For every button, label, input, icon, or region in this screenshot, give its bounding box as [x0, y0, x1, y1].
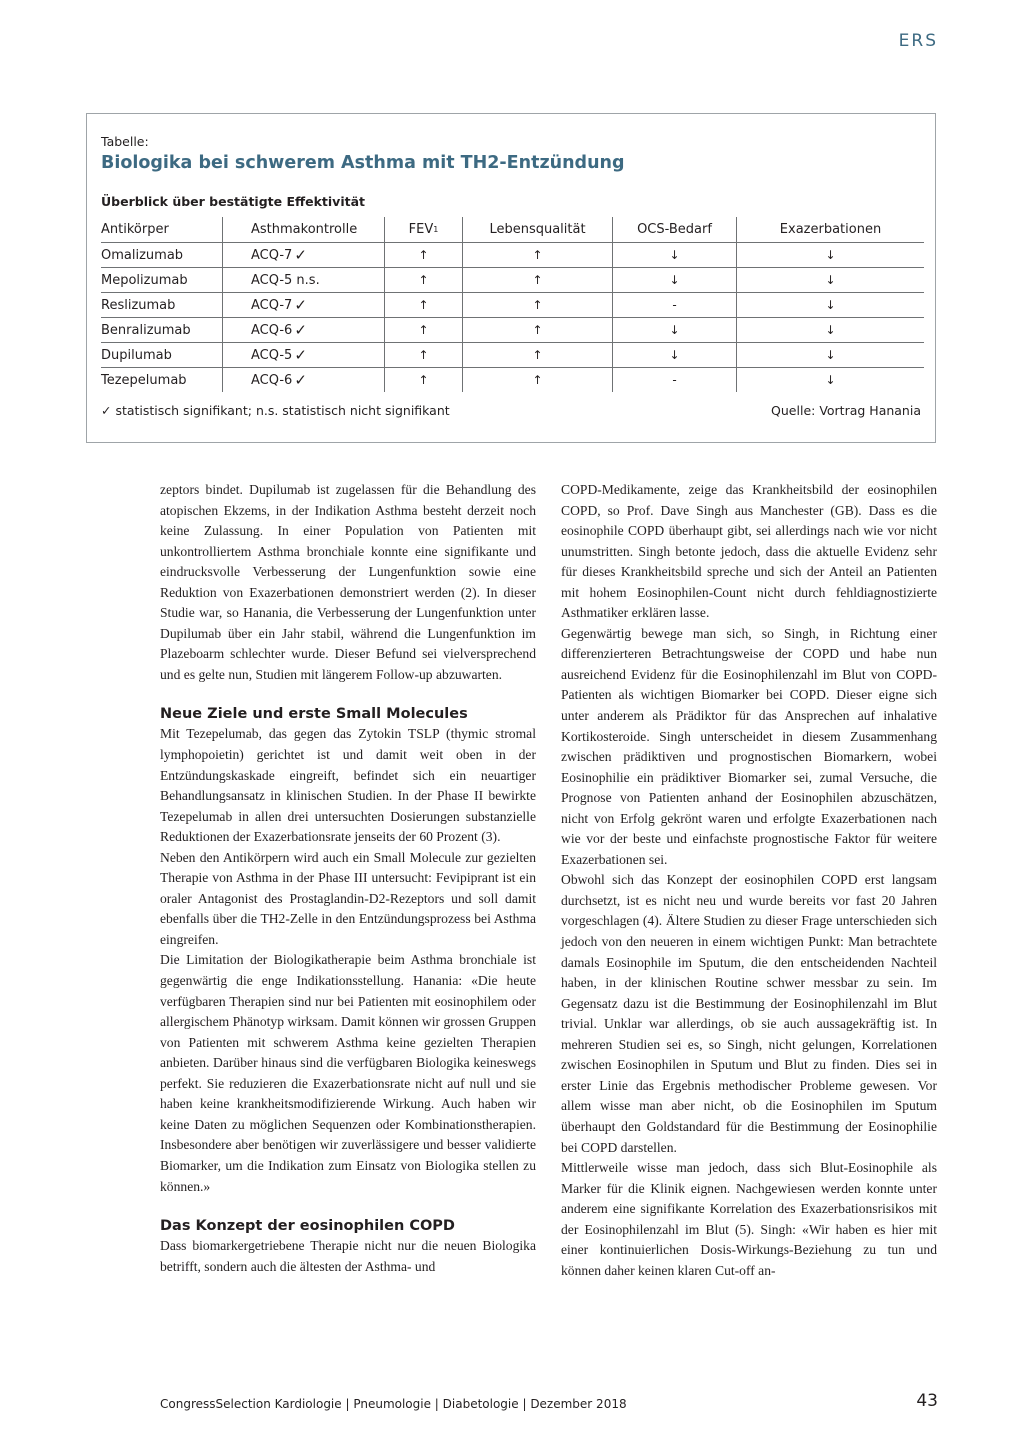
significance-check-icon: ✓ — [294, 346, 307, 364]
drug-cell: Mepolizumab — [101, 272, 188, 288]
column-header: FEV 1 — [384, 217, 462, 242]
drug-cell: Tezepelumab — [101, 372, 187, 388]
ocs-cell: ↓ — [612, 243, 736, 267]
qol-cell: ↑ — [462, 368, 612, 392]
control-cell: ACQ-6 ✓ — [222, 368, 384, 392]
paragraph: Die Limitation der Biologikatherapie beim Asthma bronchiale ist gegenwärtig die enge Indikationsstellung. Hanania: «Die heute verfügbaren Therapien sind nur bei Patienten mit eosinophilem oder allergischem Phänotyp wirksam. Damit können wir grossen Gruppen von Patienten mit schwerem Asthma keine gezielten Therapien anbieten. Darüber hinaus sind die verfügbaren Biologika keineswegs perfekt. Sie reduzieren die Exazerbationsrate nicht auf null und sie haben keine krankheitsmodifizierende Wirkung. Auch haben wir keine Daten zu möglichen Sequenzen oder Kombinationstherapien. Insbesondere aber benötigen wir zuverlässigere und besser validierte Biomarker, um die Indikation zum Einsatz von Biologika stellen zu können.» — [160, 952, 536, 1194]
table-label: Tabelle: — [101, 134, 149, 149]
paragraph: Obwohl sich das Konzept der eosinophilen COPD erst langsam durchsetzt, ist es nicht neu und wurde bereits vor fast 20 Jahren vorgeschlagen (4). Ältere Studien zu dieser Frage unterschieden sich jedoch von den neueren in einem wichtigen Punkt: Man betrachtete damals Eosinophile im Sputum, die den entscheidenden Nachteil haben, in der klinischen Routine schwer messbar zu sein. Im Gegensatz dazu ist die Bestimmung der Eosinophilenzahl im Blut trivial. Unklar war allerdings, ob sie auch aussagekräftig ist. In mehreren Studien sei es, so Singh, nicht gelungen, Korrelationen zwischen Eosinophilen in Sputum und Blut zu finden. Dies sei in erster Linie das Ergebnis methodischer Probleme gewesen. Vor allem wisse man aber nicht, ob die Eosinophilen im Sputum überhaupt den Goldstandard für die Bestimmung der Eosinophilie bei COPD darstellen. — [561, 872, 937, 1155]
exacerbation-cell: ↓ — [736, 268, 924, 292]
table-box — [86, 113, 936, 443]
paragraph: Dass biomarkergetriebene Therapie nicht nur die neuen Biologika betrifft, sondern auch die ältesten der Asthma- und — [160, 1238, 536, 1274]
control-cell: ACQ-7 ✓ — [222, 243, 384, 267]
article-column-right — [561, 480, 937, 1281]
paragraph: zeptors bindet. Dupilumab ist zugelassen für die Behandlung des atopischen Ekzems, in der Indikation Asthma besteht derzeit noch keine Zulassung. In einer Population von Patienten mit unkontrolliertem Asthma bronchiale konnte eine signifikante und eindrucksvolle Verbesserung der Lungenfunktion sowie eine Reduktion von Exazerbationen demonstriert werden (2). In dieser Studie war, so Hanania, die Verbesserung der Lungenfunktion unter Dupilumab über ein Jahr stabil, während die Lungenfunktion im Plazeboarm schlechter wurde. Dieser Befund sei vielversprechend und es gelte nun, Studien mit längerem Follow-up abzuwarten. — [160, 482, 536, 682]
table-footnote: ✓ statistisch signifikant; n.s. statistisch nicht signifikant — [101, 403, 450, 418]
fev-cell: ↑ — [384, 268, 462, 292]
ocs-cell: ↓ — [612, 343, 736, 367]
paragraph: COPD-Medikamente, zeige das Krankheitsbild der eosinophilen COPD, so Prof. Dave Singh aus Manchester (GB). Dass es die eosinophile COPD überhaupt gibt, sei allerdings nach wie vor nicht unumstritten. Singh betonte jedoch, dass die aktuelle Evidenz sehr für dieses Krankheitsbild spreche und sich der Anteil an Patienten mit hohem Eosinophilen-Count nicht durch fehldiagnostizierte Asthmatiker erklären lasse. — [561, 482, 937, 621]
significance-check-icon: ✓ — [294, 246, 307, 264]
section-tag: ERS — [898, 31, 938, 51]
publication-footer: CongressSelection Kardiologie | Pneumologie | Diabetologie | Dezember 2018 — [160, 1397, 627, 1411]
exacerbation-cell: ↓ — [736, 293, 924, 317]
exacerbation-cell: ↓ — [736, 243, 924, 267]
ocs-cell: - — [612, 368, 736, 392]
column-header: OCS-Bedarf — [612, 217, 736, 242]
article-column-left — [160, 480, 536, 1277]
exacerbation-cell: ↓ — [736, 318, 924, 342]
drug-cell: Reslizumab — [101, 297, 176, 313]
control-cell: ACQ-5 ✓ — [222, 343, 384, 367]
drug-cell: Omalizumab — [101, 247, 184, 263]
qol-cell: ↑ — [462, 293, 612, 317]
significance-check-icon: ✓ — [294, 321, 307, 339]
table-body — [101, 242, 924, 392]
section-heading: Neue Ziele und erste Small Molecules — [160, 706, 468, 723]
table-header-row — [101, 217, 924, 242]
table-subtitle: Überblick über bestätigte Effektivität — [101, 194, 365, 209]
fev-cell: ↑ — [384, 368, 462, 392]
efficacy-table — [101, 217, 924, 392]
paragraph: Neben den Antikörpern wird auch ein Small Molecule zur gezielten Therapie von Asthma in der Phase III untersucht: Fevipiprant ist ein oraler Antagonist des Prostaglandin-D2-Rezeptors und soll damit ebenfalls über die TH2-Zelle in den Entzündungsprozess bei Asthma eingreifen. — [160, 849, 536, 947]
paragraph: Gegenwärtig bewege man sich, so Singh, in Richtung einer differenzierteren Betrachtungsweise der COPD und habe nun ausreichend Evidenz für die Eosinophilenzahl im Blut von COPD-Patienten als wichtigen Biomarker bei COPD. Dieser eigne sich unter anderem als Prädiktor für das Ansprechen auf inhalative Kortikosteroide. Singh unterscheidet in diesem Zusammenhang zwischen prädiktiven und prognostischen Biomarkern, wobei Eosinophilie ein prädiktiver Biomarker sei, zumal Versuche, die Prognose von Patienten anhand der Eosinophilen abzuschätzen, nicht von Erfolg gekrönt waren und erfolgte Exazerbationen nach wie vor der beste und einfachste prognostische Faktor für weitere Exazerbationen sei. — [561, 625, 937, 867]
paragraph: Mittlerweile wisse man jedoch, dass sich Blut-Eosinophile als Marker für die Klinik eignen. Nachgewiesen werden konnte unter anderem eine signifikante Korrelation des Exazerbationsrisikos mit der Eosinophilenzahl im Blut (5). Singh: «Wir haben es hier mit einer kontinuierlichen Dosis-Wirkungs-Beziehung zu tun und können daher keinen klaren Cut-off an- — [561, 1160, 937, 1278]
paragraph: Mit Tezepelumab, das gegen das Zytokin TSLP (thymic stromal lymphopoietin) gerichtet ist und damit weit oben in der Entzündungskaskade eingreift, befindet sich ein neuartiger Behandlungsansatz in klinischen Studien. In der Phase II bewirkte Tezepelumab in allen drei untersuchten Dosierungen substanzielle Reduktionen der Exazerbationsrate jenseits der 60 Prozent (3). — [160, 726, 536, 845]
significance-check-icon: ✓ — [294, 296, 307, 314]
table-row — [101, 317, 924, 342]
fev-cell: ↑ — [384, 293, 462, 317]
fev-cell: ↑ — [384, 343, 462, 367]
ocs-cell: ↓ — [612, 318, 736, 342]
table-title: Biologika bei schwerem Asthma mit TH2-Entzündung — [101, 153, 625, 173]
table-row — [101, 242, 924, 267]
control-cell: ACQ-5 n.s. — [222, 268, 384, 292]
column-header: Antikörper — [101, 222, 169, 237]
qol-cell: ↑ — [462, 343, 612, 367]
table-row — [101, 342, 924, 367]
control-cell: ACQ-6 ✓ — [222, 318, 384, 342]
column-header: Lebensqualität — [462, 217, 612, 242]
drug-cell: Dupilumab — [101, 347, 172, 363]
table-source: Quelle: Vortrag Hanania — [771, 403, 921, 418]
table-row — [101, 292, 924, 317]
significance-check-icon: ✓ — [294, 371, 307, 389]
column-header: Exazerbationen — [736, 217, 924, 242]
ocs-cell: - — [612, 293, 736, 317]
drug-cell: Benralizumab — [101, 322, 191, 338]
table-row — [101, 267, 924, 292]
column-header: Asthmakontrolle — [222, 217, 384, 242]
exacerbation-cell: ↓ — [736, 368, 924, 392]
fev-cell: ↑ — [384, 243, 462, 267]
exacerbation-cell: ↓ — [736, 343, 924, 367]
section-heading: Das Konzept der eosinophilen COPD — [160, 1218, 455, 1235]
qol-cell: ↑ — [462, 243, 612, 267]
qol-cell: ↑ — [462, 318, 612, 342]
page-number: 43 — [916, 1391, 938, 1411]
fev-cell: ↑ — [384, 318, 462, 342]
qol-cell: ↑ — [462, 268, 612, 292]
control-cell: ACQ-7 ✓ — [222, 293, 384, 317]
ocs-cell: ↓ — [612, 268, 736, 292]
table-row — [101, 367, 924, 392]
